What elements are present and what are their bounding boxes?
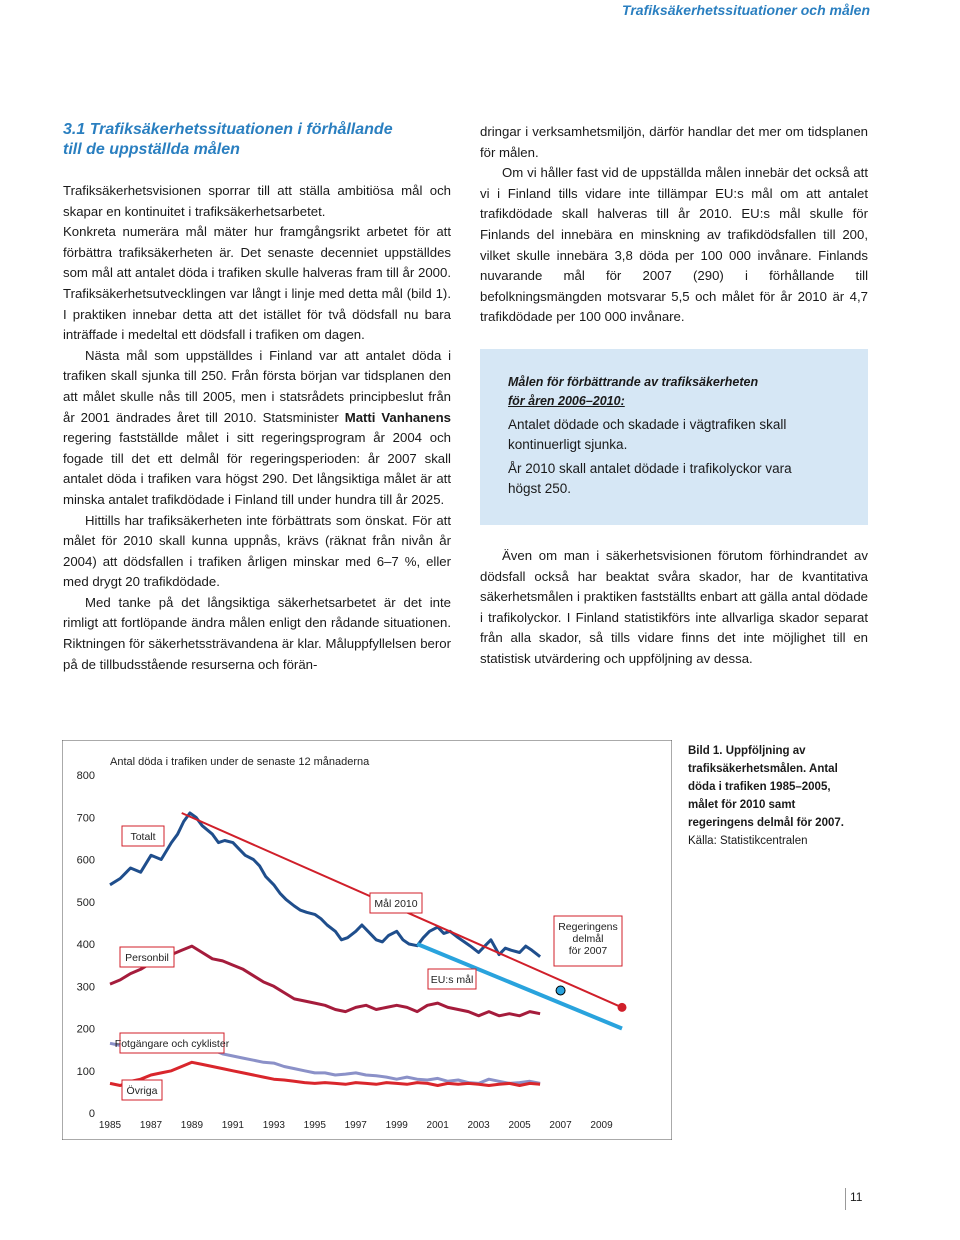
annotation-other-label: Övriga xyxy=(126,1085,158,1097)
x-tick-label: 1999 xyxy=(385,1120,408,1131)
annotation-eu-goal-label: EU:s mål xyxy=(430,974,474,986)
x-tick-label: 2003 xyxy=(467,1120,490,1131)
x-tick-label: 1997 xyxy=(344,1120,367,1131)
figure-caption xyxy=(688,742,848,850)
y-tick-label: 800 xyxy=(76,770,95,782)
x-tick-label: 2001 xyxy=(426,1120,449,1131)
paragraph: dringar i verksamhetsmiljön, därför handlar det mer om tidsplanen för målen. xyxy=(480,124,868,160)
caption-title: Bild 1. Uppföljning av trafiksäkerhetsmålen. Antal döda i trafiken 1985–2005, målet för 2010 samt regeringens delmål för 2007. xyxy=(688,745,844,829)
paragraph-text: regering fastställde målet i sitt regeringsprogram år 2004 och fogade till det ett delmål för regeringsperioden: år 2007 skall antalet döda i trafiken vara högst 290. Det långsiktiga målet är att minska antalet trafikdödade i Finland till under hundra till år 2025. xyxy=(63,430,451,507)
annotation-government-goal-label: Regeringens xyxy=(558,921,618,933)
x-tick-label: 1993 xyxy=(262,1120,285,1131)
paragraph-text: Nästa mål som uppställdes i Finland var att antalet döda i trafiken skall sjunka till 250. Från första början var tidsplanen den att målet skulle nås till 2005, men i statsrådets principbeslut från år 2001 ändrades året till 2010. Statsminister xyxy=(63,347,451,425)
y-tick-label: 700 xyxy=(76,812,95,825)
page-number-divider xyxy=(845,1188,846,1210)
section-heading-line2: till de uppställda målen xyxy=(63,141,240,158)
x-tick-label: 2005 xyxy=(508,1120,531,1131)
paragraph xyxy=(63,346,451,511)
paragraph: Hittills har trafiksäkerheten inte förbättrats som önskat. För att målet för 2010 skall kunna uppnås, krävs (räknat från nivån år 2004) att dödsfallen i trafiken årligen minskar med 6–7 %, eller med drygt 20 trafikdödade. xyxy=(63,512,451,590)
y-tick-label: 200 xyxy=(76,1023,95,1036)
annotation-pedestrians-label: Fotgängare och cyklister xyxy=(114,1038,230,1050)
paragraph: Även om man i säkerhetsvisionen förutom förhindrandet av dödsfall också har beaktat svåra skador, har de kvantitativa säkerhetsmålen i praktiken fastställts enbart att gälla antal dödade i trafikolyckor. I Finland statistikförs inte allvarliga skador separat från alla skador, så tills vidare finns det inte möjlighet till en statistisk utvärdering och uppföljning av dessa. xyxy=(480,548,868,666)
prime-minister-name: Matti Vanhanens xyxy=(344,409,451,425)
goal-box-title xyxy=(508,373,758,411)
paragraph: Om vi håller fast vid de uppställda målen innebär det också att vi i Finland tills vidare inte tillämpar EU:s mål om att antalet trafikdödade skall halveras till år 2010. EU:s mål skulle för Finlands del innebära en minskning av trafikdödsfallen till 200, vilket skulle innebära 3,8 döda per 100 000 invånare. Finlands nuvarande mål för 2007 (290) i förhållande till befolkningsmängden motsvarar 5,5 och målet för år 2010 är 4,7 trafikdödade per 100 000 invånare. xyxy=(480,165,868,325)
chart-title: Antal döda i trafiken under de senaste 12 månaderna xyxy=(110,756,370,768)
paragraph: Med tanke på det långsiktiga säkerhetsarbetet är det inte rimligt att fortlöpande ändra målen enligt den rådande situationen. Riktningen för säkerhetssträvandena är klar. Måluppfyllelsen beror på de tillbudsstående resurserna och förän- xyxy=(63,594,451,672)
right-column xyxy=(480,122,868,328)
annotation-car-label: Personbil xyxy=(125,952,169,964)
x-tick-label: 2009 xyxy=(590,1120,613,1131)
goal-box xyxy=(480,349,868,525)
x-tick-label: 1991 xyxy=(221,1120,245,1131)
goal-item: År 2010 skall antalet dödade i trafikolyckor vara högst 250. xyxy=(508,461,792,496)
x-tick-label: 1987 xyxy=(139,1120,163,1131)
paragraph: Trafiksäkerhetsvisionen sporrar till att ställa ambitiösa mål och skapar en kontinuitet i trafiksäkerhetsarbetet. xyxy=(63,183,451,219)
page-number: 11 xyxy=(850,1190,863,1204)
annotation-government-goal-label: för 2007 xyxy=(568,945,608,957)
annotation-total-label: Totalt xyxy=(130,831,156,843)
x-tick-label: 2007 xyxy=(549,1120,572,1131)
annotation-government-goal-label: delmål xyxy=(572,933,604,945)
section-heading xyxy=(63,120,463,160)
y-tick-label: 600 xyxy=(76,854,95,867)
x-tick-label: 1989 xyxy=(180,1120,204,1131)
series-line-totalt xyxy=(110,813,540,957)
traffic-deaths-chart xyxy=(62,740,672,1140)
goal-2010-marker xyxy=(618,1003,627,1012)
y-tick-label: 100 xyxy=(76,1065,95,1078)
left-column xyxy=(63,181,451,675)
running-header: Trafiksäkerhetssituationer och målen xyxy=(622,2,870,18)
goal-box-title-line2: för åren 2006–2010: xyxy=(508,394,625,408)
y-tick-label: 300 xyxy=(76,981,95,994)
x-tick-label: 1995 xyxy=(303,1120,326,1131)
x-tick-label: 1985 xyxy=(98,1120,122,1131)
goal-box-title-line1: Målen för förbättrande av trafiksäkerheten xyxy=(508,375,759,389)
annotation-goal-2010-label: Mål 2010 xyxy=(374,898,418,910)
y-tick-label: 400 xyxy=(76,939,95,951)
section-heading-line1: 3.1 Trafiksäkerhetssituationen i förhållande xyxy=(63,121,393,138)
right-column-lower xyxy=(480,546,868,670)
goal-item: Antalet dödade och skadade i vägtrafiken skall kontinuerligt sjunka. xyxy=(508,417,787,452)
y-tick-label: 500 xyxy=(76,896,95,909)
y-tick-label: 0 xyxy=(88,1108,95,1120)
goal-2007-marker xyxy=(556,986,565,995)
caption-source: Källa: Statistikcentralen xyxy=(688,835,808,847)
paragraph: Konkreta numerära mål mäter hur framgångsrikt arbetet för att förbättra trafiksäkerheten är. Det senaste decenniet uppställdes som mål att antalet döda i trafiken skulle halveras fram till år 2000. Trafiksäkerhetsutvecklingen var långt i linje med detta mål (bild 1). I praktiken innebar detta att det istället för två dödsfall nu bara inträffade i medeltal ett dödsfall i trafiken om dagen. xyxy=(63,224,451,343)
